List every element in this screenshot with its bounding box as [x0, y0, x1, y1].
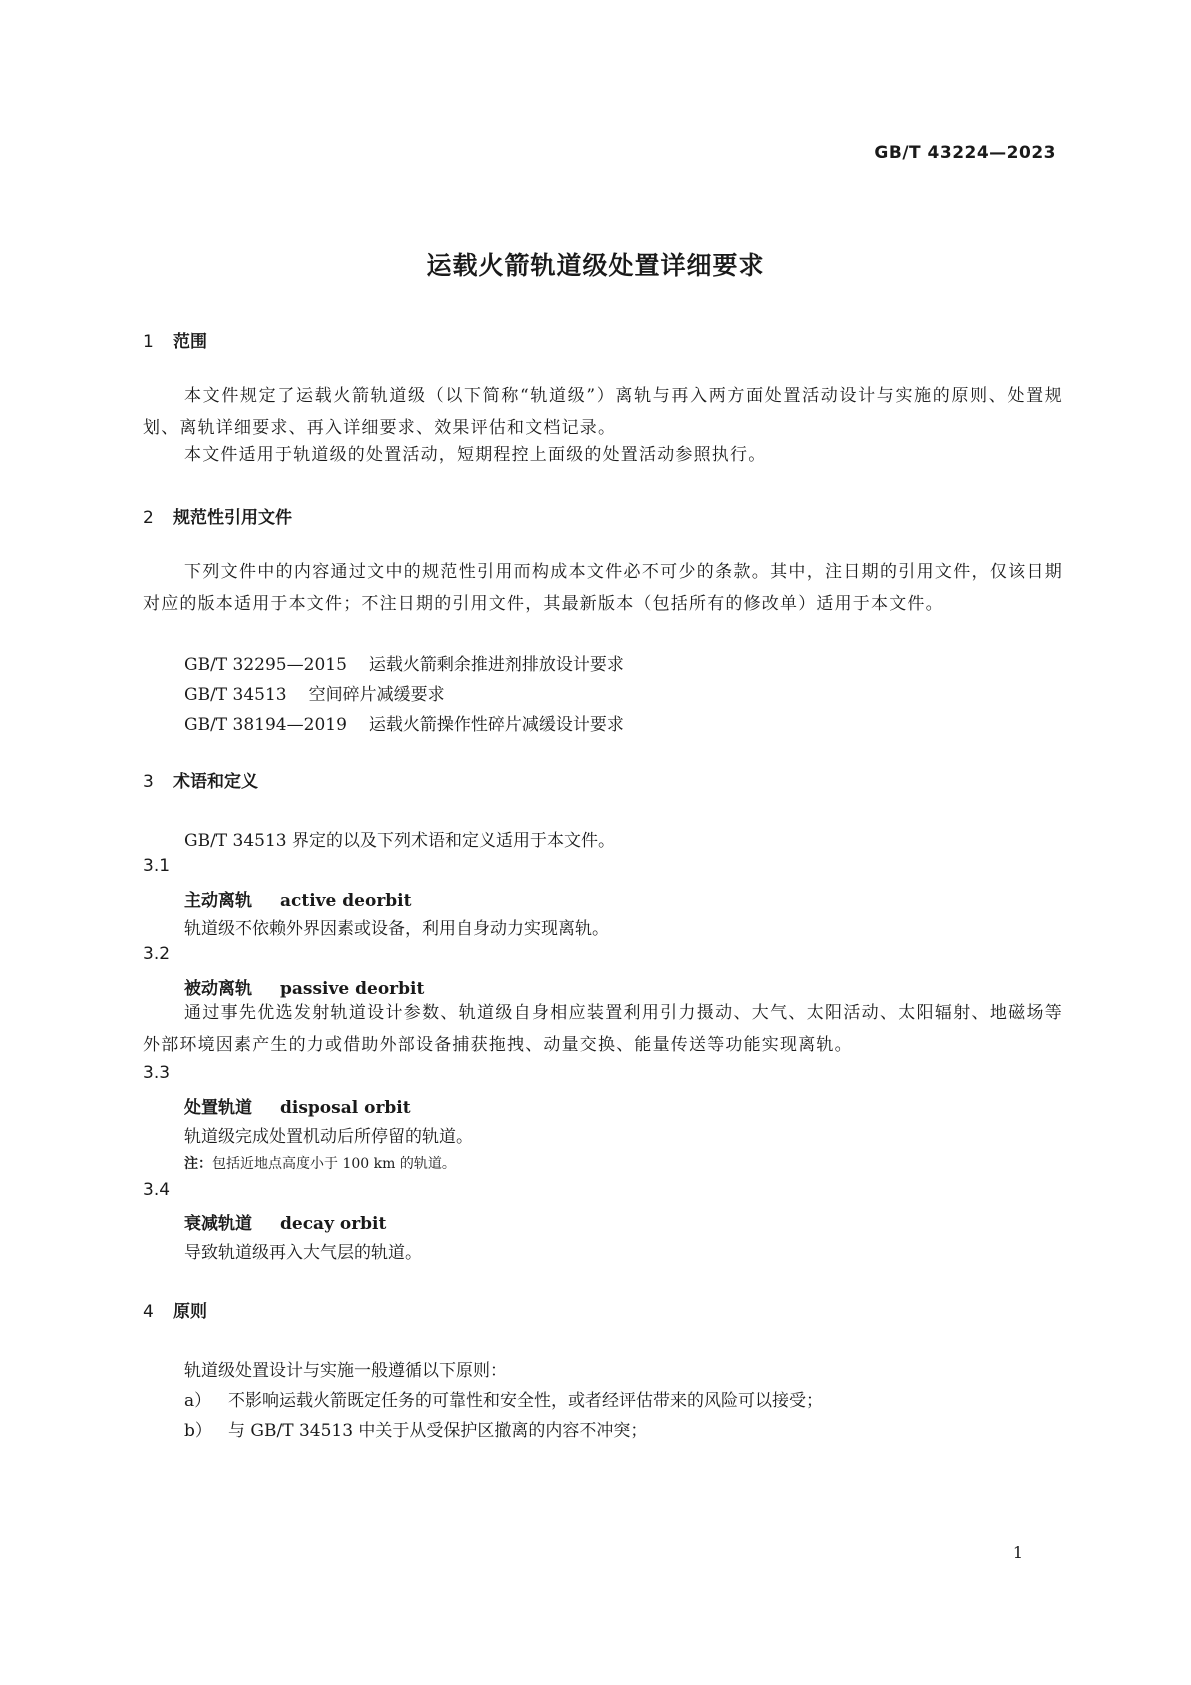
reference-code: GB/T 32295—2015 — [184, 655, 347, 675]
scope-paragraph-2: 本文件适用于轨道级的处置活动，短期程控上面级的处置活动参照执行。 — [184, 445, 767, 465]
page-number: 1 — [1012, 1543, 1023, 1562]
reference-item — [184, 650, 624, 675]
term-number: 3.1 — [143, 856, 171, 876]
section-1-heading — [143, 327, 207, 352]
term-definition: 轨道级不依赖外界因素或设备，利用自身动力实现离轨。 — [184, 919, 609, 939]
term-name-en: decay orbit — [280, 1214, 387, 1234]
section-2-heading — [143, 503, 292, 528]
term-name — [184, 974, 424, 999]
note-label: 注： — [184, 1156, 212, 1172]
term-name-zh: 衰减轨道 — [184, 1214, 252, 1234]
term-name — [184, 886, 411, 911]
principles-intro: 轨道级处置设计与实施一般遵循以下原则： — [184, 1361, 507, 1381]
term-name-zh: 主动离轨 — [184, 891, 252, 911]
term-number: 3.3 — [143, 1063, 171, 1083]
term-name-en: disposal orbit — [280, 1098, 411, 1118]
note-text: 包括近地点高度小于 100 km 的轨道。 — [212, 1156, 456, 1172]
section-number: 3 — [143, 772, 154, 792]
section-title: 规范性引用文件 — [173, 508, 292, 528]
section-4-heading — [143, 1297, 207, 1322]
term-definition: 轨道级完成处置机动后所停留的轨道。 — [184, 1127, 473, 1147]
term-name-en: active deorbit — [280, 891, 412, 911]
section-number: 4 — [143, 1302, 154, 1322]
section-title: 原则 — [173, 1302, 207, 1322]
term-name — [184, 1093, 411, 1118]
section-title: 范围 — [173, 332, 207, 352]
list-item — [184, 1416, 647, 1441]
section-number: 2 — [143, 508, 154, 528]
list-item — [184, 1386, 823, 1411]
term-note — [184, 1153, 456, 1173]
reference-code: GB/T 38194—2019 — [184, 715, 347, 735]
reference-title: 运载火箭剩余推进剂排放设计要求 — [368, 655, 624, 675]
reference-code: GB/T 34513 — [184, 685, 287, 705]
document-title: 运载火箭轨道级处置详细要求 — [426, 251, 765, 280]
term-number: 3.2 — [143, 944, 171, 964]
term-definition: 通过事先优选发射轨道设计参数、轨道级自身相应装置利用引力摄动、大气、太阳活动、太阳辐射、地磁场等外部环境因素产生的力或借助外部设备捕获拖拽、动量交换、能量传送等功能实现离轨。 — [143, 1003, 1063, 1055]
list-label: b） — [184, 1421, 212, 1441]
term-name — [184, 1209, 386, 1234]
normative-refs-intro: 下列文件中的内容通过文中的规范性引用而构成本文件必不可少的条款。其中，注日期的引用文件，仅该日期对应的版本适用于本文件；不注日期的引用文件，其最新版本（包括所有的修改单）适用于本文件。 — [143, 562, 1063, 614]
reference-title: 运载火箭操作性碎片减缓设计要求 — [368, 715, 624, 735]
term-name-zh: 被动离轨 — [184, 979, 252, 999]
scope-paragraph-1: 本文件规定了运载火箭轨道级（以下简称“轨道级”）离轨与再入两方面处置活动设计与实施的原则、处置规划、离轨详细要求、再入详细要求、效果评估和文档记录。 — [143, 386, 1063, 438]
section-number: 1 — [143, 332, 154, 352]
terms-intro: GB/T 34513 界定的以及下列术语和定义适用于本文件。 — [184, 831, 616, 851]
list-label: a） — [184, 1391, 212, 1411]
list-text: 不影响运载火箭既定任务的可靠性和安全性，或者经评估带来的风险可以接受； — [228, 1391, 823, 1411]
reference-title: 空间碎片减缓要求 — [308, 685, 445, 705]
list-text: 与 GB/T 34513 中关于从受保护区撤离的内容不冲突； — [228, 1421, 648, 1441]
term-name-zh: 处置轨道 — [184, 1098, 252, 1118]
section-3-heading — [143, 767, 258, 792]
reference-item — [184, 710, 624, 735]
section-title: 术语和定义 — [173, 772, 258, 792]
term-definition: 导致轨道级再入大气层的轨道。 — [184, 1243, 422, 1263]
reference-item — [184, 680, 445, 705]
term-number: 3.4 — [143, 1180, 171, 1200]
term-name-en: passive deorbit — [280, 979, 425, 999]
standard-code: GB/T 43224—2023 — [874, 143, 1056, 163]
